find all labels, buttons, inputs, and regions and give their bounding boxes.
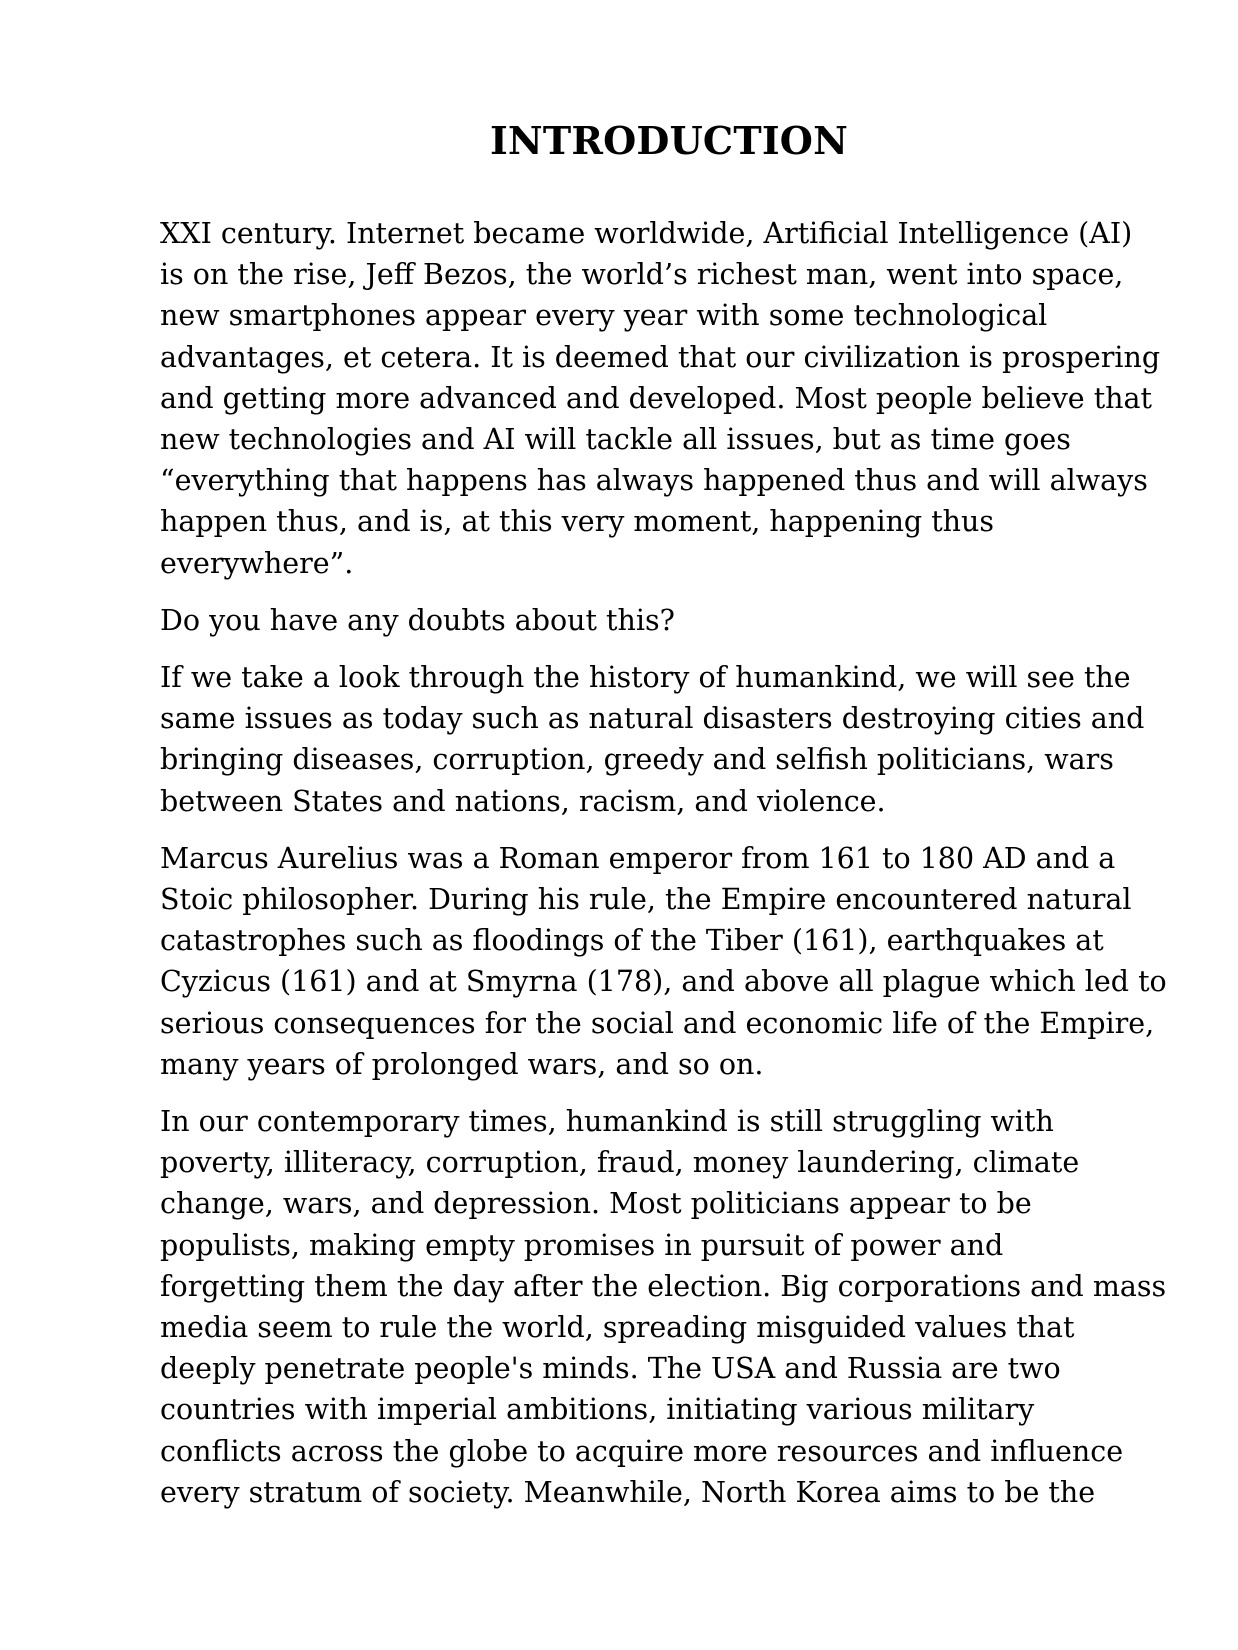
paragraph-4 xyxy=(160,838,1167,1085)
text-line: forgetting them the day after the election. Big corporations and mass xyxy=(160,1269,1167,1303)
text-line: Do you have any doubts about this? xyxy=(160,603,675,637)
text-line: “everything that happens has always happened thus and will always xyxy=(160,464,1148,498)
text-line: happen thus, and is, at this very moment, happening thus xyxy=(160,505,995,539)
text-line: advantages, et cetera. It is deemed that our civilization is prospering xyxy=(160,340,1161,374)
text-line: is on the rise, Jeff Bezos, the world’s richest man, went into space, xyxy=(160,258,1124,292)
text-line: conflicts across the globe to acquire more resources and influence xyxy=(160,1434,1124,1468)
text-line: media seem to rule the world, spreading misguided values that xyxy=(160,1311,1075,1345)
text-line: and getting more advanced and developed. Most people believe that xyxy=(160,381,1152,415)
text-line: deeply penetrate people's minds. The USA and Russia are two xyxy=(160,1352,1061,1386)
text-line: every stratum of society. Meanwhile, North Korea aims to be the xyxy=(160,1475,1096,1509)
text-line: bringing diseases, corruption, greedy and selfish politicians, wars xyxy=(160,743,1114,777)
paragraph-3 xyxy=(160,657,1160,822)
text-line: many years of prolonged wars, and so on. xyxy=(160,1047,764,1081)
paragraph-1 xyxy=(160,213,1160,584)
text-line: Stoic philosopher. During his rule, the Empire encountered natural xyxy=(160,883,1132,917)
paragraph-5 xyxy=(160,1101,1167,1513)
text-line: between States and nations, racism, and violence. xyxy=(160,784,886,818)
text-line: Marcus Aurelius was a Roman emperor from 161 to 180 AD and a xyxy=(160,841,1116,875)
text-line: serious consequences for the social and economic life of the Empire, xyxy=(160,1006,1155,1040)
text-line: new smartphones appear every year with some technological xyxy=(160,299,1048,333)
text-line: same issues as today such as natural disasters destroying cities and xyxy=(160,702,1145,736)
text-line: poverty, illiteracy, corruption, fraud, money laundering, climate xyxy=(160,1146,1080,1180)
text-line: catastrophes such as floodings of the Tiber (161), earthquakes at xyxy=(160,924,1104,958)
text-line: Cyzicus (161) and at Smyrna (178), and above all plague which led to xyxy=(160,965,1167,999)
text-line: countries with imperial ambitions, initiating various military xyxy=(160,1393,1035,1427)
text-line: new technologies and AI will tackle all issues, but as time goes xyxy=(160,423,1071,457)
text-line: In our contemporary times, humankind is still struggling with xyxy=(160,1105,1054,1139)
text-line: populists, making empty promises in pursuit of power and xyxy=(160,1228,1004,1262)
text-line: XXI century. Internet became worldwide, Artificial Intelligence (AI) xyxy=(160,217,1133,250)
paragraph-2 xyxy=(160,600,1160,641)
text-line: If we take a look through the history of humankind, we will see the xyxy=(160,661,1131,695)
body-text xyxy=(160,213,1167,1529)
text-line: everywhere”. xyxy=(160,546,354,580)
text-line: change, wars, and depression. Most politicians appear to be xyxy=(160,1187,1032,1221)
page-title: INTRODUCTION xyxy=(489,118,849,163)
